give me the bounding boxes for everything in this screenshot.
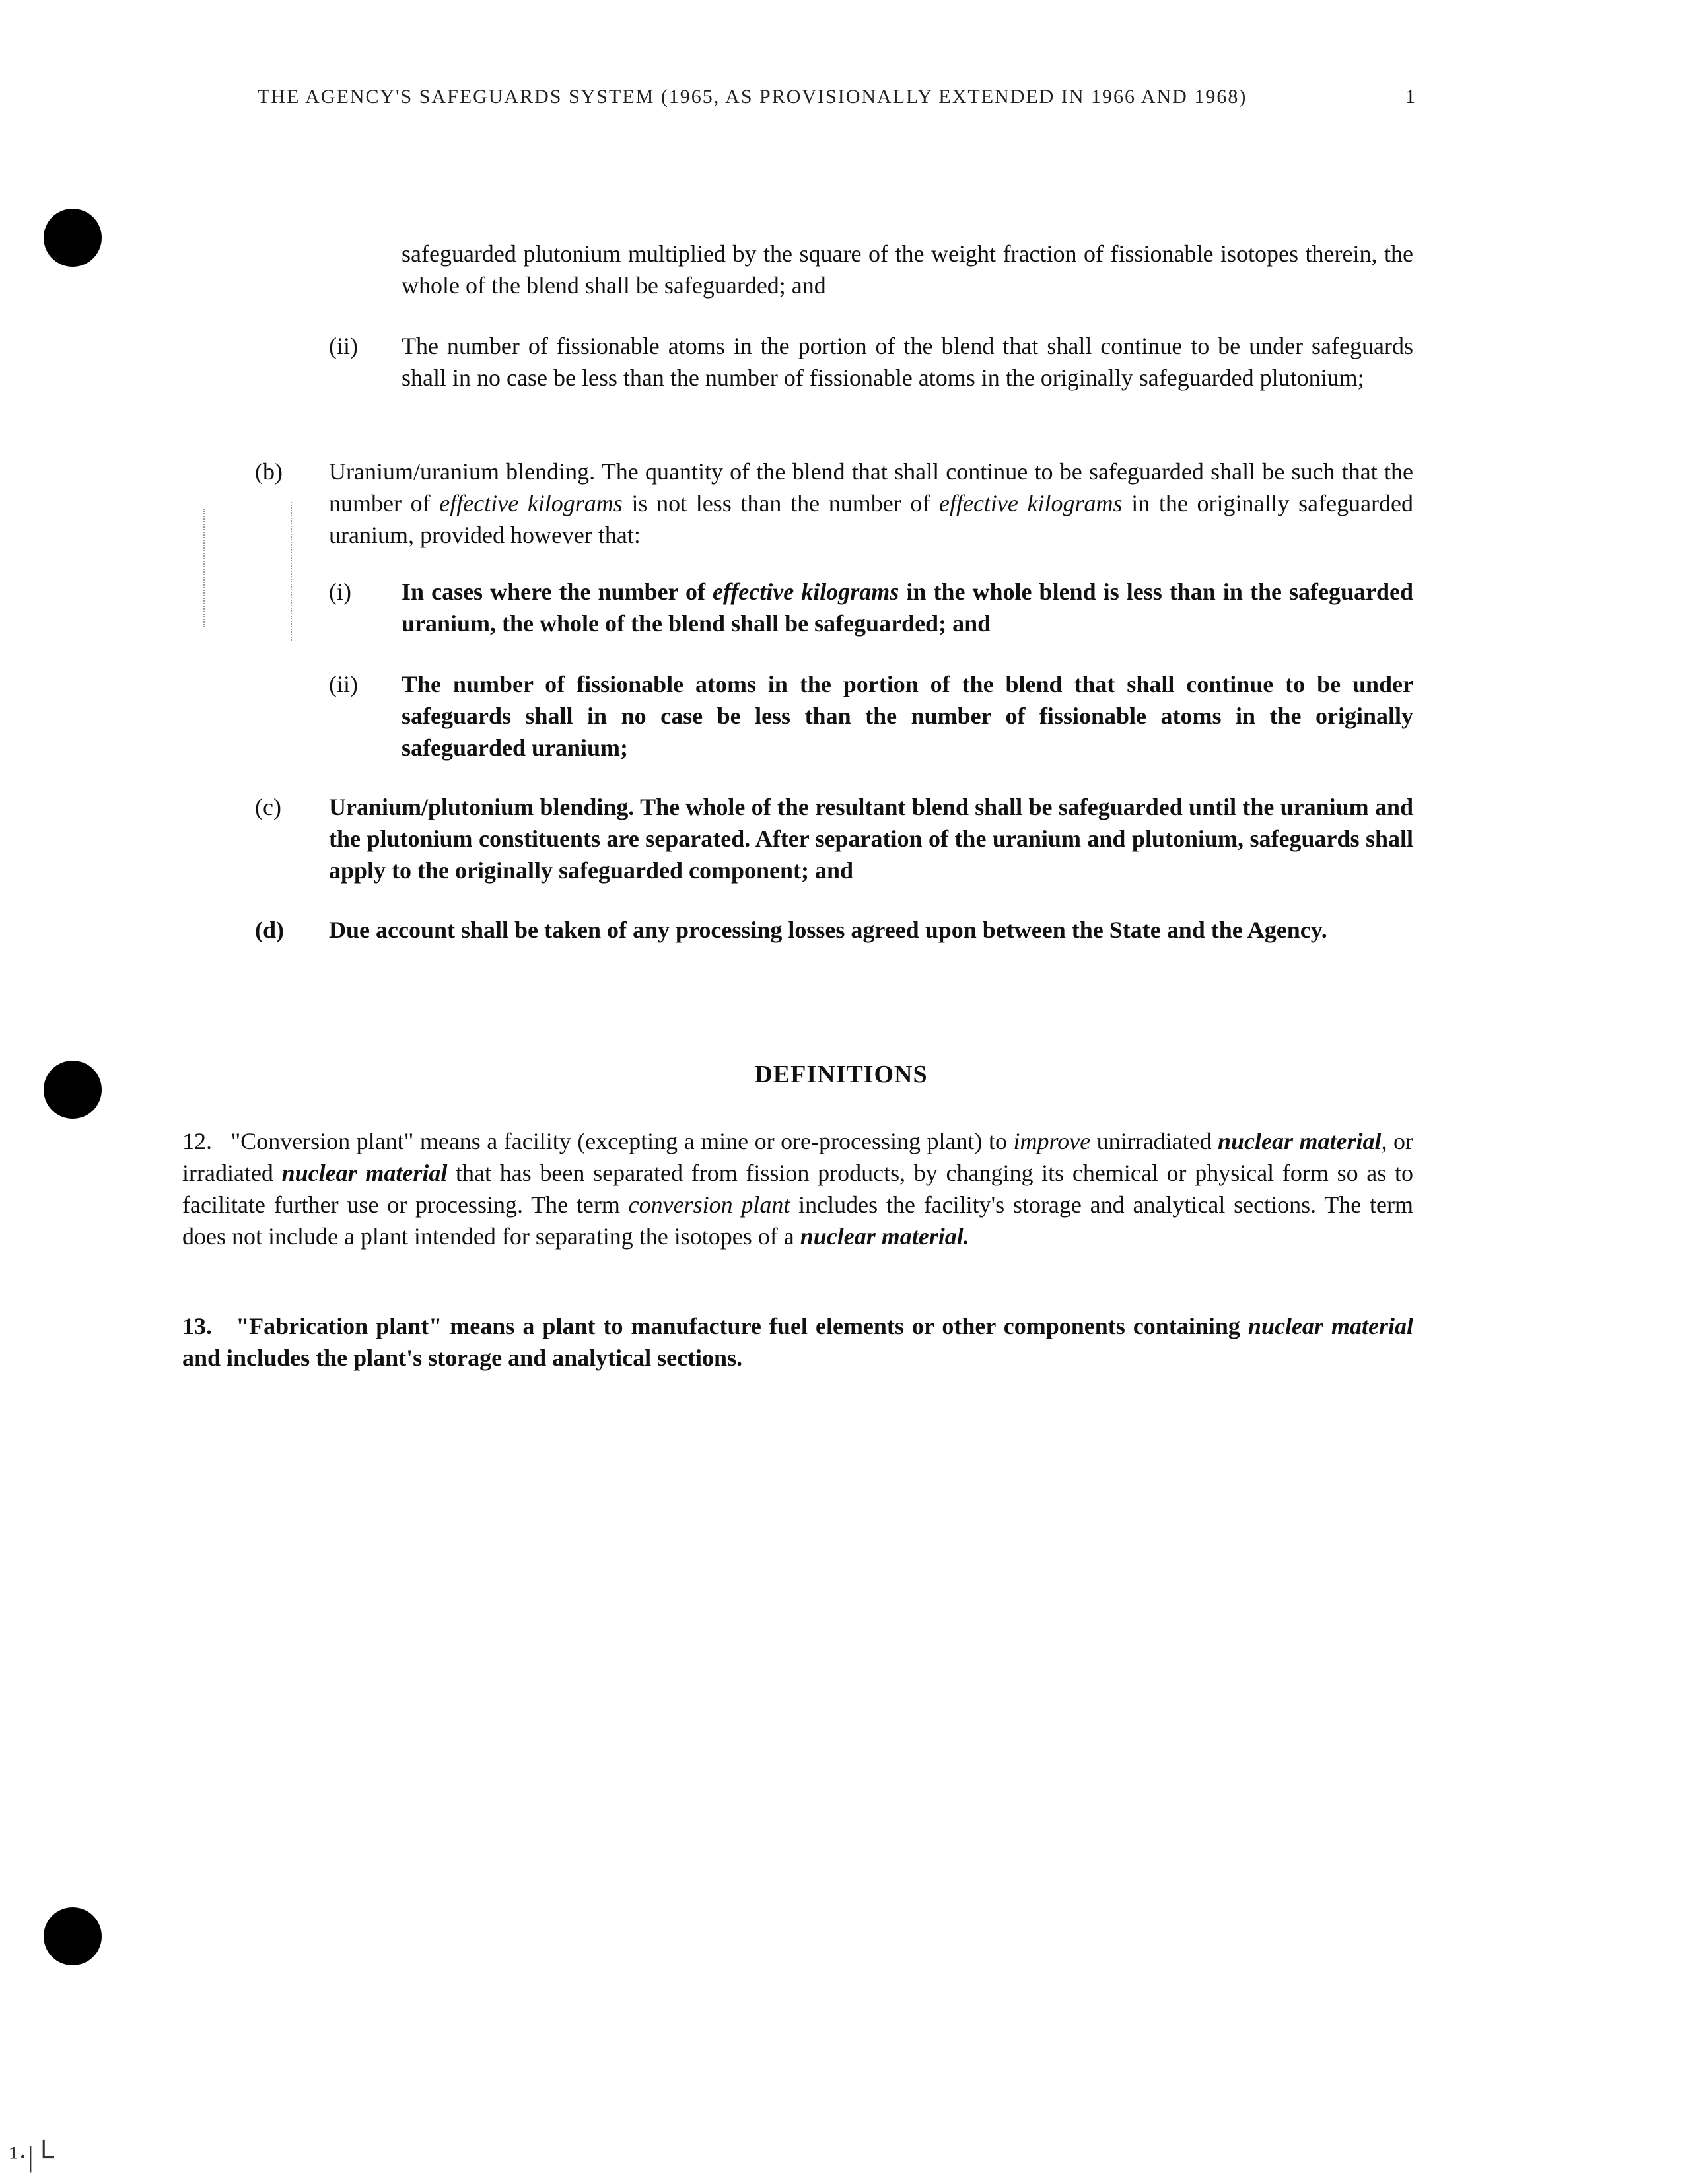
def13-em-1: nuclear material — [1247, 1313, 1413, 1339]
section-d-text: Due account shall be taken of any processing losses agreed upon between the State and the Agency. — [329, 917, 1327, 943]
item-i-em: effective kilograms — [713, 579, 899, 605]
punch-hole — [44, 209, 102, 267]
def12-em-1: improve — [1013, 1128, 1091, 1154]
definition-12 — [182, 1125, 1413, 1252]
section-b-item-i — [402, 576, 1413, 639]
def12-text-3: , or irradiated — [182, 1128, 1413, 1186]
item-label: (ii) — [329, 671, 358, 697]
page-number: 1 — [1405, 86, 1415, 108]
def13-text-1: "Fabrication plant" means a plant to manufacture fuel elements or other components containing — [236, 1313, 1248, 1339]
definitions-heading: DEFINITIONS — [754, 1061, 928, 1088]
section-b-em-2: effective kilograms — [938, 490, 1123, 516]
section-label: (d) — [255, 917, 284, 943]
def12-em-5: nuclear material. — [800, 1223, 969, 1250]
section-b-text-3: in the originally safeguarded uranium, provided however that: — [329, 490, 1414, 548]
def13-text-2: and includes the plant's storage and analytical sections. — [182, 1345, 743, 1371]
section-c-text: Uranium/plutonium blending. The whole of the resultant blend shall be safeguarded until the uranium and the plutonium constituents are separated. After separation of the uranium and plutonium, safeguards shall apply to the originally safeguarded component; and — [329, 794, 1413, 884]
definition-number: 12. — [182, 1128, 212, 1154]
section-label: (c) — [255, 794, 281, 820]
section-a-item-ii: The number of fissionable atoms in the portion of the blend that shall continue to be under safeguards shall in no case be less than the number of fissionable atoms in the originally safeguarded plutonium; — [402, 333, 1413, 391]
definition-13 — [182, 1310, 1413, 1374]
section-b-text — [329, 456, 1413, 551]
def12-em-4: conversion plant — [628, 1191, 790, 1218]
punch-hole — [44, 1907, 102, 1965]
section-a-continuation: safeguarded plutonium multiplied by the square of the weight fraction of fissionable isotopes therein, the whole of the blend shall be safeguarded; and — [402, 240, 1413, 299]
section-b-em-1: effective kilograms — [439, 490, 623, 516]
item-i-text-1: In cases where the number of — [402, 579, 713, 605]
def12-em-3: nuclear material — [281, 1160, 448, 1186]
section-b-text-2: is not less than the number of — [622, 490, 939, 516]
section-b-item-ii: The number of fissionable atoms in the portion of the blend that shall continue to be under safeguards shall in no case be less than the number of fissionable atoms in the originally safeguarded uranium; — [402, 671, 1413, 761]
def12-em-2: nuclear material — [1218, 1128, 1382, 1154]
item-label: (ii) — [329, 333, 358, 359]
item-label: (i) — [329, 579, 351, 605]
margin-scribble: ¹·|└ — [9, 2140, 54, 2173]
item-i-text-2: in the whole blend is less than in the safeguarded uranium, the whole of the blend shall be safeguarded; and — [402, 579, 1414, 637]
section-b-text-1: Uranium/uranium blending. The quantity of the blend that shall continue to be safeguarded shall be such that the number of — [329, 458, 1413, 516]
def12-text-4: that has been separated from fission products, by changing its chemical or physical form so as to facilitate further use or processing. The term — [182, 1160, 1413, 1218]
def12-text-1: "Conversion plant" means a facility (excepting a mine or ore-processing plant) to — [230, 1128, 1014, 1154]
scan-artifact — [203, 509, 205, 627]
definition-number: 13. — [182, 1313, 212, 1339]
section-label: (b) — [255, 458, 283, 485]
scan-artifact — [291, 502, 292, 641]
def12-text-2: unirradiated — [1090, 1128, 1218, 1154]
running-header: THE AGENCY'S SAFEGUARDS SYSTEM (1965, AS PROVISIONALLY EXTENDED IN 1966 AND 1968) — [258, 86, 1247, 108]
def12-text-5: includes the facility's storage and analytical sections. The term does not include a plant intended for separating the isotopes of a — [182, 1191, 1413, 1250]
